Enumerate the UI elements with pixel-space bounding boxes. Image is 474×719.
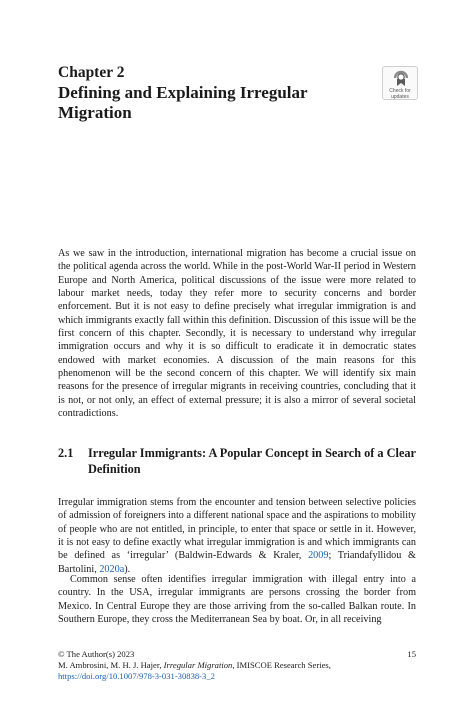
copyright-line: © The Author(s) 2023	[58, 649, 135, 659]
badge-line-1: Check for	[389, 88, 411, 94]
section-paragraph-2: Common sense often identifies irregular immigration with illegal entry into a country. In the USA, irregular immigrants are persons crossing the border from Mexico. In Central Europe they are those arriving from the so-called Balkan route. In Southern Europe, they cross the Mediterranean Sea by boat. Or, in all receiving	[58, 574, 416, 626]
citation-line	[58, 660, 416, 671]
citation-authors: M. Ambrosini, M. H. J. Hajer,	[58, 660, 164, 670]
paragraph-text: ; Triandafyllidou & Bartolini,	[58, 550, 416, 575]
section-heading	[58, 446, 416, 477]
section-number: 2.1	[58, 446, 74, 460]
citation-link[interactable]: 2009	[308, 550, 329, 562]
chapter-title: Defining and Explaining Irregular Migration	[58, 83, 308, 122]
intro-paragraph: As we saw in the introduction, international migration has become a crucial issue on the political agenda across the world. While in the post-World War-II period in Western Europe and North America, political discussions of the issue were more related to labour market needs, today they refer more to security concerns and border enforcement. But it is not easy to define precisely what irregular immigration is and which immigrants exactly fall within this definition. Discussion of this issue will be the first concern of this chapter. Secondly, it is necessary to understand why irregular immigration occurs and why it is so difficult to eradicate it in democratic states endowed with market economies. A discussion of the main reasons for this phenomenon will be the second concern of this chapter. We will identify six main reasons for the presence of irregular migrants in receiving countries, concluding that it is not, or not only, an effect of external pressure; it is also a mirror of several societal contradictions.	[58, 248, 416, 420]
doi-link[interactable]: https://doi.org/10.1007/978-3-031-30838-3_2	[58, 671, 215, 681]
page-footer	[58, 649, 416, 682]
citation-title: Irregular Migration	[163, 660, 233, 670]
paragraph-text: Irregular immigration stems from the encounter and tension between selective policies of admission of foreigners into a different national space and the aspirations to mobility of people who are not entitled, in principle, to enter that space or settle in it. However, it is not easy to define exactly what irregular immigration is and which immigrants can be defined as ‘irregular’ (Baldwin-Edwards & Kraler,	[58, 497, 416, 562]
chapter-label: Chapter 2	[58, 64, 125, 81]
section-paragraph-1	[58, 496, 416, 576]
section-title: Irregular Immigrants: A Popular Concept in Search of a Clear Definition	[88, 446, 416, 476]
citation-link[interactable]: 2020a	[99, 563, 125, 575]
check-for-updates-badge[interactable]	[382, 66, 418, 100]
citation-series: , IMISCOE Research Series,	[232, 660, 331, 670]
page-number: 15	[407, 649, 416, 659]
badge-line-2: updates	[391, 93, 409, 100]
paragraph-text: ).	[124, 563, 131, 575]
badge-text	[383, 89, 417, 100]
